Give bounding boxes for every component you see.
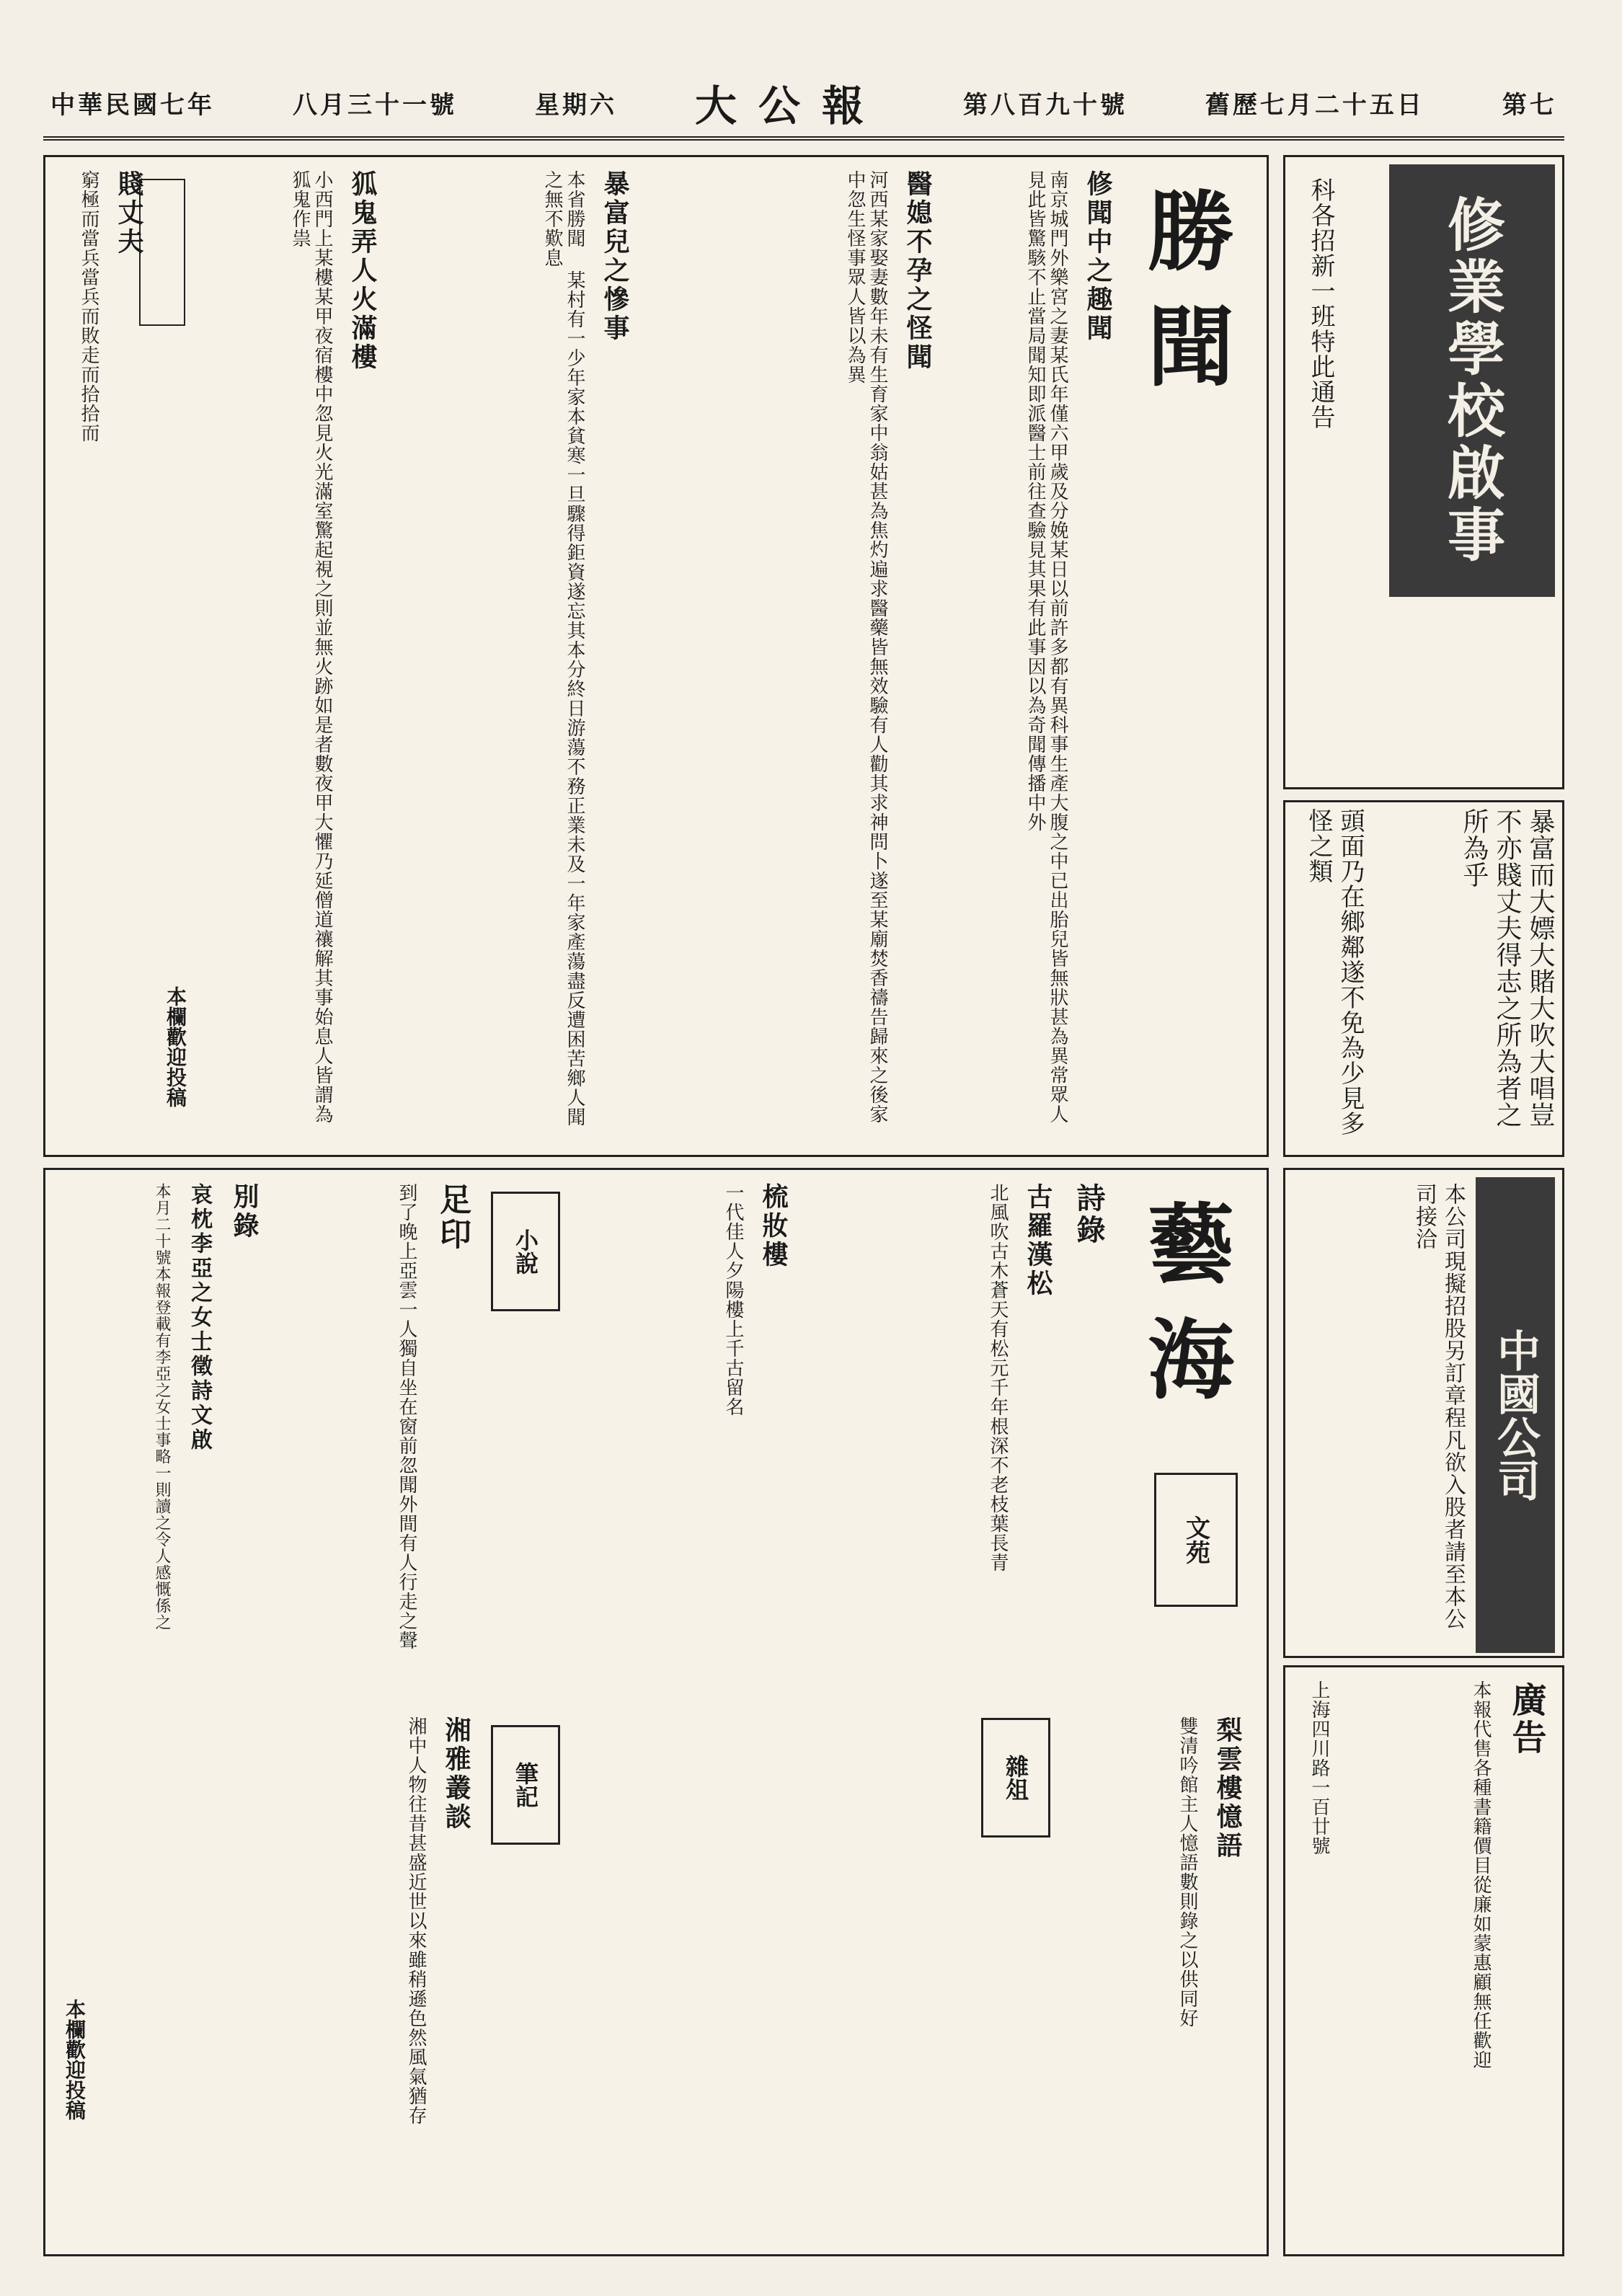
bielu-body: 本月二十號本報登載有李亞之女士事略一則讀之令人感慨係之 bbox=[153, 1183, 171, 1631]
misc-column bbox=[848, 1711, 1252, 2244]
article-title: 醫媳不孕之怪聞 bbox=[903, 170, 933, 372]
article-body: 小西門上某樓某甲夜宿樓中忽見火光滿室驚起視之則並無火跡如是者數夜甲大懼乃延僧道禳解其事始息人皆謂為狐鬼作祟 bbox=[289, 170, 333, 1124]
notice-ad bbox=[1283, 1665, 1564, 2256]
baofu-heading: 暴富而大嫖大賭大吹大唱豈不亦賤丈夫得志之所為者之所為乎 bbox=[1459, 808, 1555, 1128]
article-body: 河西某家娶妻數年未有生育家中翁姑甚為焦灼遍求醫藥皆無效驗有人勸其求神問卜遂至某廟焚香禱告歸來之後家中忽生怪事眾人皆以為異 bbox=[844, 170, 888, 1124]
misc-body: 雙清吟館主人憶語數則錄之以供同好 bbox=[1176, 1716, 1198, 2028]
zhongguo-banner: 中國公司 bbox=[1476, 1177, 1555, 1653]
poem-body: 北風吹古木蒼天有松元千年根深不老枝葉長青 bbox=[987, 1183, 1009, 1572]
masthead-weekday: 星期六 bbox=[534, 90, 617, 120]
article-xiuwen bbox=[957, 164, 1122, 1145]
xiuye-banner: 修業學校啟事 bbox=[1389, 164, 1555, 597]
fiction-title: 足印 bbox=[434, 1183, 471, 1252]
reader-contribution-note: 本欄歡迎投稿 bbox=[63, 1999, 87, 2120]
article-title: 修聞中之趣聞 bbox=[1083, 170, 1113, 343]
notes-column bbox=[48, 1711, 481, 2244]
wenyuan-subhead: 文苑 bbox=[1154, 1473, 1238, 1607]
article-baofuer bbox=[402, 164, 639, 1145]
newspaper-title: 大公報 bbox=[694, 81, 885, 130]
article-title: 暴富兒之慘事 bbox=[600, 170, 630, 343]
fiction-body: 到了晚上亞雲一人獨自坐在窗前忽聞外間有人行走之聲 bbox=[396, 1183, 417, 1650]
masthead-date-left: 中華民國七年 bbox=[50, 90, 215, 120]
poem-body: 一代佳人夕陽樓上千古留名 bbox=[722, 1183, 744, 1417]
masthead-page-number: 第七 bbox=[1502, 90, 1557, 120]
notice-heading: 廣告 bbox=[1506, 1682, 1546, 1757]
bielu-column bbox=[53, 1177, 269, 1696]
bielu-label: 別錄 bbox=[229, 1183, 260, 1241]
shengwen-section bbox=[43, 155, 1269, 1157]
article-jianzhangfu bbox=[53, 164, 154, 1145]
masthead-issue: 第八百九十號 bbox=[962, 90, 1127, 120]
poetry-column-2 bbox=[596, 1177, 798, 1696]
notes-label: 筆記 bbox=[491, 1725, 560, 1845]
article-title: 賤丈夫 bbox=[114, 170, 144, 257]
poetry-column bbox=[812, 1177, 1115, 1696]
article-title: 狐鬼弄人火滿樓 bbox=[347, 170, 378, 372]
article-body: 本省勝聞 某村有一少年家本貧寒一旦驟得鉅資遂忘其本分終日游蕩不務正業未及一年家產蕩盡反遭困苦鄉人聞之無不歎息 bbox=[541, 170, 585, 1127]
shengwen-heading: 勝聞 bbox=[1133, 186, 1235, 417]
zhongguo-body: 本公司現擬招股另訂章程凡欲入股者請至本公司接洽 bbox=[1412, 1183, 1466, 1630]
notice-address: 上海四川路一百廿號 bbox=[1308, 1680, 1330, 1856]
article-yixi bbox=[654, 164, 942, 1145]
notes-title: 湘雅叢談 bbox=[441, 1716, 471, 1832]
baofu-commentary bbox=[1283, 800, 1564, 1157]
notes-body: 湘中人物往昔甚盛近世以來雖稍遜色然風氣猶存 bbox=[405, 1716, 427, 2125]
article-body: 窮極而當兵當兵而敗走而拾拾而 bbox=[78, 170, 99, 443]
reader-contribution-note: 本欄歡迎投稿 bbox=[164, 986, 187, 1107]
masthead-lunar-date: 舊歷七月二十五日 bbox=[1205, 90, 1424, 120]
yihai-section bbox=[43, 1168, 1269, 2256]
fiction-label: 小說 bbox=[491, 1192, 560, 1311]
article-body: 南京城門外樂宮之妻某氏年僅六甲歲及分娩某日以前許多都有異科事生產大腹之中已出胎兒皆無狀甚為異常眾人見此皆驚駭不止當局聞知即派醫士前往查驗見其果有此事因以為奇聞傳播中外 bbox=[1024, 170, 1068, 1124]
poem-title: 梳妝樓 bbox=[758, 1183, 789, 1269]
poem-title: 古羅漢松 bbox=[1023, 1183, 1053, 1298]
xiuye-sub: 科各招新一班特此通告 bbox=[1306, 177, 1335, 430]
yihai-heading: 藝海 bbox=[1133, 1199, 1235, 1430]
masthead-date-right: 八月三十一號 bbox=[292, 90, 457, 120]
zhongguo-company-ad bbox=[1283, 1168, 1564, 1658]
shilu-label: 詩錄 bbox=[1072, 1183, 1106, 1246]
misc-title: 梨雲樓憶語 bbox=[1213, 1716, 1243, 1861]
misc-label: 雜俎 bbox=[981, 1718, 1050, 1838]
bielu-title: 哀枕李亞之女士徵詩文啟 bbox=[187, 1183, 212, 1453]
baofu-body: 頭面乃在鄉鄰遂不免為少見多怪之類 bbox=[1304, 808, 1365, 1136]
masthead bbox=[43, 68, 1564, 141]
notice-body: 本報代售各種書籍價目從廉如蒙惠顧無任歡迎 bbox=[1470, 1680, 1492, 2070]
xiuye-notice bbox=[1283, 155, 1564, 789]
